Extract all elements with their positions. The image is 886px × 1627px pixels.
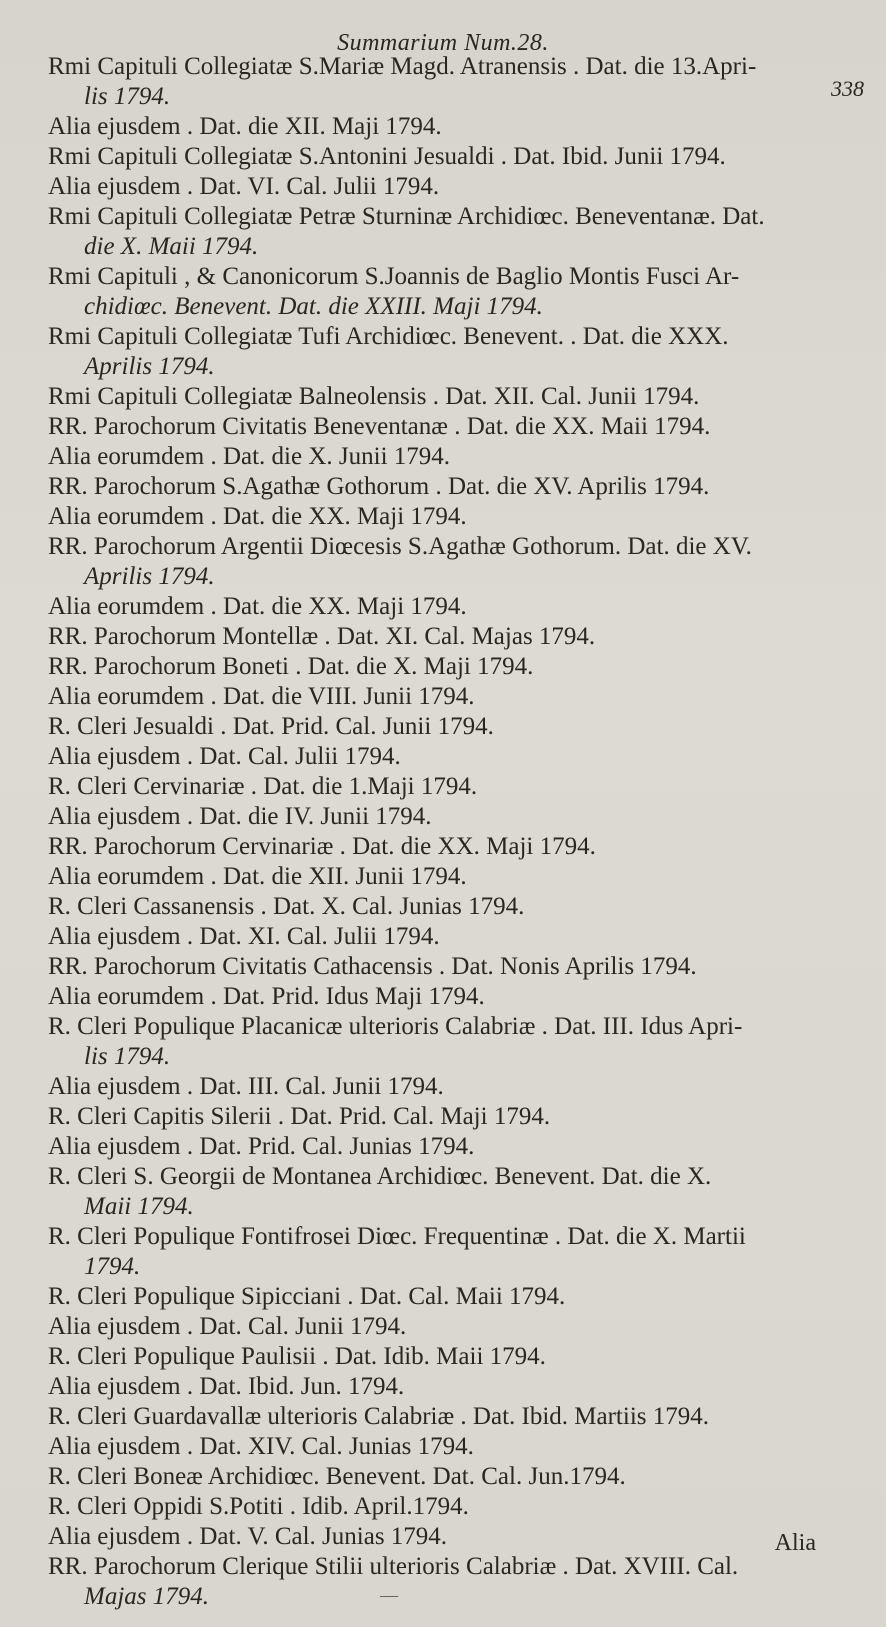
entry-text: Rmi Capituli Collegiatæ Balneolensis . Dat. XII. Cal. Junii 1794. (48, 383, 700, 410)
entry-text: Alia ejusdem . Dat. V. Cal. Junias 1794. (48, 1523, 448, 1550)
entry-text: Alia eorumdem . Dat. die XX. Maji 1794. (48, 503, 467, 530)
entry-text: Alia ejusdem . Dat. die XII. Maji 1794. (48, 113, 442, 140)
entry-continuation: 1794. (84, 1253, 141, 1280)
entry-text: Rmi Capituli Collegiatæ S.Mariæ Magd. Atranensis . Dat. die 13.Apri- (48, 53, 757, 80)
summary-entry (48, 1402, 848, 1432)
entry-text: RR. Parochorum Cervinariæ . Dat. die XX. Maji 1794. (48, 833, 596, 860)
entry-text: RR. Parochorum Civitatis Beneventanæ . Dat. die XX. Maii 1794. (48, 413, 711, 440)
summary-entry (48, 1522, 848, 1552)
summary-entry (48, 1102, 848, 1132)
summary-entry (48, 382, 848, 412)
entry-text: Rmi Capituli , & Canonicorum S.Joannis de Baglio Montis Fusci Ar- (48, 263, 740, 290)
entry-text: R. Cleri Oppidi S.Potiti . Idib. April.1794. (48, 1493, 469, 1520)
entry-text: R. Cleri Jesualdi . Dat. Prid. Cal. Junii 1794. (48, 713, 494, 740)
summary-entry (48, 1462, 848, 1492)
summary-entry (48, 142, 848, 172)
summary-entry (48, 592, 848, 622)
entry-text: R. Cleri Populique Paulisii . Dat. Idib. Maii 1794. (48, 1343, 546, 1370)
summary-entry (48, 1312, 848, 1342)
entry-text: RR. Parochorum Montellæ . Dat. XI. Cal. Majas 1794. (48, 623, 596, 650)
summary-entry (48, 1222, 848, 1282)
summary-entry (48, 892, 848, 922)
entry-continuation: Aprilis 1794. (84, 353, 215, 380)
catchword: Alia (774, 1530, 816, 1556)
summary-entry-list (48, 52, 848, 1612)
entry-continuation: lis 1794. (84, 1043, 171, 1070)
entry-text: Alia eorumdem . Dat. die VIII. Junii 1794. (48, 683, 475, 710)
summary-entry (48, 1342, 848, 1372)
summary-entry (48, 502, 848, 532)
summary-entry (48, 1282, 848, 1312)
entry-text: Alia ejusdem . Dat. Prid. Cal. Junias 1794. (48, 1133, 475, 1160)
summary-entry (48, 802, 848, 832)
entry-text: R. Cleri Populique Sipicciani . Dat. Cal. Maii 1794. (48, 1283, 566, 1310)
summary-entry (48, 1552, 848, 1612)
summary-entry (48, 472, 848, 502)
entry-text: Alia ejusdem . Dat. Cal. Junii 1794. (48, 1313, 407, 1340)
entry-continuation: chidiœc. Benevent. Dat. die XXIII. Maji 1794. (84, 293, 543, 320)
entry-continuation: Aprilis 1794. (84, 563, 215, 590)
summary-entry (48, 532, 848, 592)
summary-entry (48, 412, 848, 442)
summary-entry (48, 112, 848, 142)
running-header: Summarium Num.28. (337, 30, 549, 56)
summary-entry (48, 1132, 848, 1162)
summary-entry (48, 922, 848, 952)
summary-entry (48, 952, 848, 982)
page-number: 338 (831, 76, 864, 101)
entry-text: Rmi Capituli Collegiatæ Tufi Archidiœc. Benevent. . Dat. die XXX. (48, 323, 729, 350)
summary-entry (48, 982, 848, 1012)
summary-entry (48, 322, 848, 382)
entry-text: R. Cleri Cassanensis . Dat. X. Cal. Junias 1794. (48, 893, 525, 920)
entry-text: Alia ejusdem . Dat. XIV. Cal. Junias 1794. (48, 1433, 474, 1460)
summary-entry (48, 1372, 848, 1402)
entry-continuation: die X. Maii 1794. (84, 233, 259, 260)
entry-text: Rmi Capituli Collegiatæ S.Antonini Jesualdi . Dat. Ibid. Junii 1794. (48, 143, 726, 170)
entry-text: R. Cleri Cervinariæ . Dat. die 1.Maji 1794. (48, 773, 478, 800)
entry-text: Alia ejusdem . Dat. Ibid. Jun. 1794. (48, 1373, 405, 1400)
entry-text: RR. Parochorum Civitatis Cathacensis . Dat. Nonis Aprilis 1794. (48, 953, 697, 980)
entry-continuation: lis 1794. (84, 83, 171, 110)
summary-entry (48, 772, 848, 802)
entry-text: Alia ejusdem . Dat. XI. Cal. Julii 1794. (48, 923, 440, 950)
entry-text: R. Cleri Populique Fontifrosei Diœc. Frequentinæ . Dat. die X. Martii (48, 1223, 746, 1250)
summary-entry (48, 442, 848, 472)
summary-entry (48, 1072, 848, 1102)
summary-entry (48, 832, 848, 862)
summary-entry (48, 52, 848, 112)
entry-text: Alia ejusdem . Dat. die IV. Junii 1794. (48, 803, 432, 830)
summary-entry (48, 712, 848, 742)
summary-entry (48, 742, 848, 772)
entry-continuation: Maii 1794. (84, 1193, 194, 1220)
summary-entry (48, 652, 848, 682)
entry-text: Alia eorumdem . Dat. die XII. Junii 1794. (48, 863, 467, 890)
summary-entry (48, 172, 848, 202)
entry-text: Alia eorumdem . Dat. die XX. Maji 1794. (48, 593, 467, 620)
summary-entry (48, 622, 848, 652)
summary-entry (48, 1492, 848, 1522)
entry-text: RR. Parochorum Argentii Diœcesis S.Agathæ Gothorum. Dat. die XV. (48, 533, 752, 560)
footer-mark: — (380, 1585, 398, 1605)
entry-text: Rmi Capituli Collegiatæ Petræ Sturninæ Archidiœc. Beneventanæ. Dat. (48, 203, 765, 230)
entry-text: R. Cleri Populique Placanicæ ulterioris Calabriæ . Dat. III. Idus Apri- (48, 1013, 743, 1040)
entry-text: R. Cleri Capitis Silerii . Dat. Prid. Cal. Maji 1794. (48, 1103, 551, 1130)
entry-text: R. Cleri Boneæ Archidiœc. Benevent. Dat. Cal. Jun.1794. (48, 1463, 626, 1490)
summary-entry (48, 262, 848, 322)
summary-entry (48, 202, 848, 262)
entry-text: Alia eorumdem . Dat. die X. Junii 1794. (48, 443, 451, 470)
summary-entry (48, 682, 848, 712)
entry-text: Alia ejusdem . Dat. Cal. Julii 1794. (48, 743, 401, 770)
entry-text: Alia ejusdem . Dat. VI. Cal. Julii 1794. (48, 173, 440, 200)
summary-entry (48, 1012, 848, 1072)
entry-text: R. Cleri Guardavallæ ulterioris Calabriæ . Dat. Ibid. Martiis 1794. (48, 1403, 709, 1430)
summary-entry (48, 862, 848, 892)
entry-text: RR. Parochorum Clerique Stilii ulterioris Calabriæ . Dat. XVIII. Cal. (48, 1553, 739, 1580)
entry-text: R. Cleri S. Georgii de Montanea Archidiœc. Benevent. Dat. die X. (48, 1163, 712, 1190)
entry-text: RR. Parochorum Boneti . Dat. die X. Maji 1794. (48, 653, 534, 680)
summary-entry (48, 1432, 848, 1462)
entry-text: Alia eorumdem . Dat. Prid. Idus Maji 1794. (48, 983, 485, 1010)
summary-entry (48, 1162, 848, 1222)
entry-text: Alia ejusdem . Dat. III. Cal. Junii 1794. (48, 1073, 444, 1100)
entry-continuation: Majas 1794. (84, 1583, 209, 1610)
entry-text: RR. Parochorum S.Agathæ Gothorum . Dat. die XV. Aprilis 1794. (48, 473, 710, 500)
